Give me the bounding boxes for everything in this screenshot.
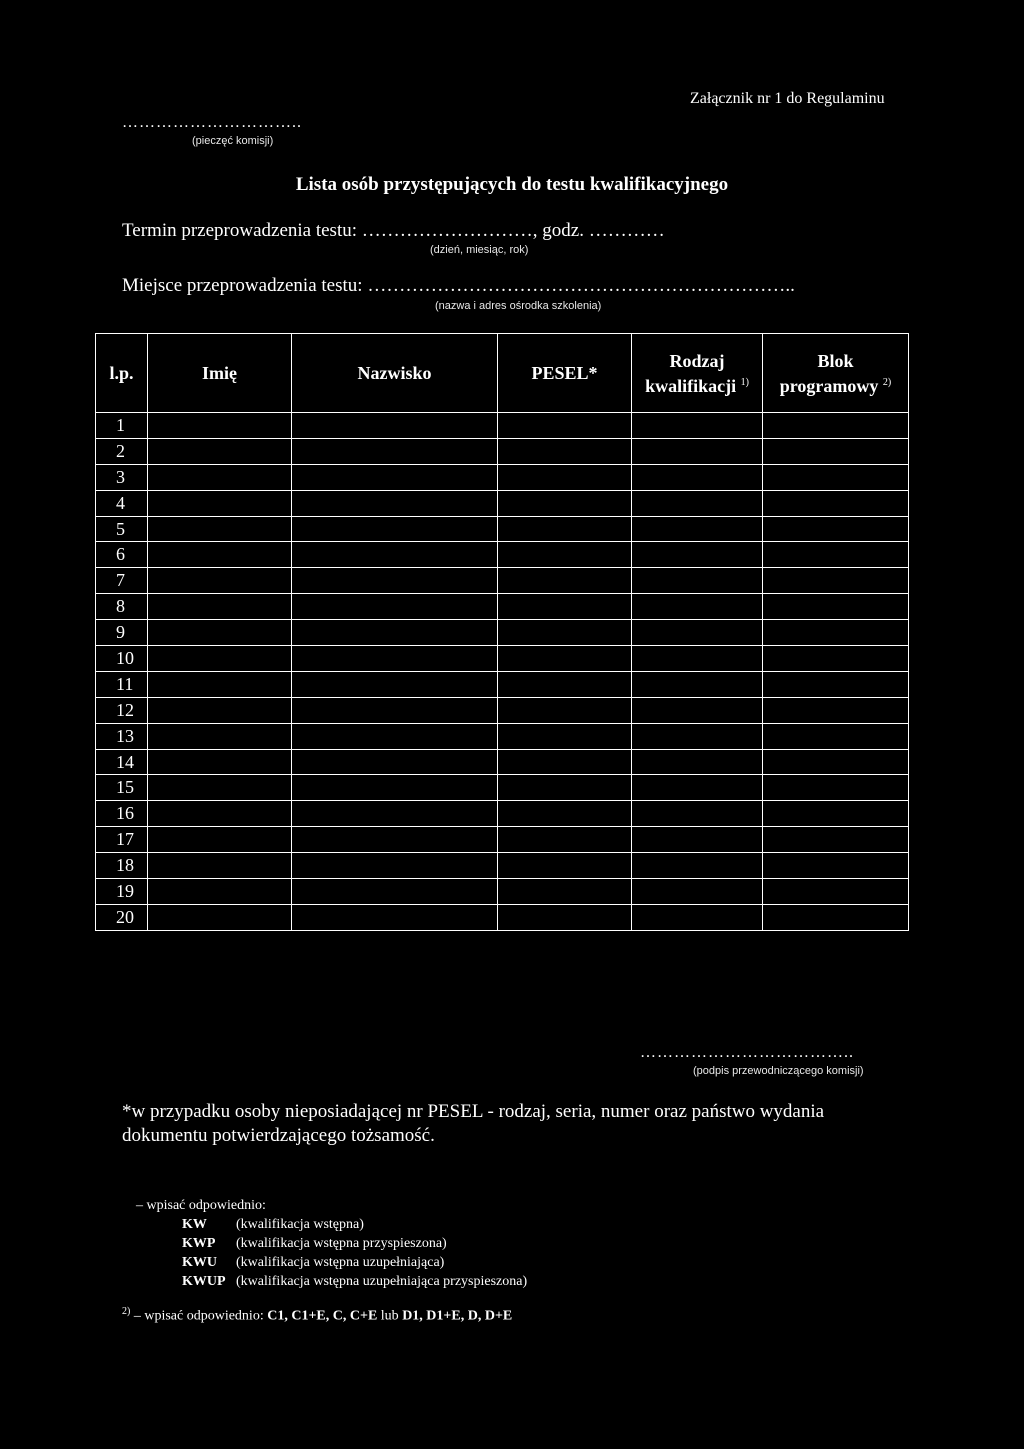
term-date-field[interactable]: ……………………… bbox=[361, 220, 533, 241]
signature-caption: (podpis przewodniczącego komisji) bbox=[693, 1065, 864, 1077]
pesel-cell[interactable] bbox=[498, 775, 632, 801]
qualification-cell[interactable] bbox=[632, 671, 763, 697]
last-name-cell[interactable] bbox=[292, 568, 498, 594]
first-name-cell[interactable] bbox=[148, 775, 292, 801]
row-lp: 1 bbox=[96, 413, 148, 439]
pesel-cell[interactable] bbox=[498, 413, 632, 439]
pesel-cell[interactable] bbox=[498, 542, 632, 568]
table-row bbox=[96, 749, 909, 775]
place-line bbox=[122, 275, 795, 297]
qualification-code: KWP bbox=[182, 1236, 216, 1251]
last-name-cell[interactable] bbox=[292, 594, 498, 620]
first-name-cell[interactable] bbox=[148, 853, 292, 879]
table-row bbox=[96, 568, 909, 594]
row-lp: 9 bbox=[96, 620, 148, 646]
qualification-cell[interactable] bbox=[632, 568, 763, 594]
table-header-row bbox=[96, 334, 909, 413]
header-last-name: Nazwisko bbox=[292, 334, 498, 413]
row-lp: 18 bbox=[96, 853, 148, 879]
annex-label: Załącznik nr 1 do Regulaminu bbox=[690, 90, 885, 107]
qualification-cell[interactable] bbox=[632, 542, 763, 568]
qualification-cell[interactable] bbox=[632, 775, 763, 801]
first-name-cell[interactable] bbox=[148, 801, 292, 827]
stamp-placeholder: ………………………….. bbox=[122, 114, 302, 131]
qualification-desc: (kwalifikacja wstępna uzupełniająca przyspieszona) bbox=[236, 1274, 528, 1289]
participants-table bbox=[95, 333, 909, 931]
place-field[interactable]: ………………………………………………………….. bbox=[367, 275, 795, 296]
first-name-cell[interactable] bbox=[148, 697, 292, 723]
block-cell[interactable] bbox=[763, 413, 909, 439]
qualification-cell[interactable] bbox=[632, 413, 763, 439]
pesel-cell[interactable] bbox=[498, 594, 632, 620]
pesel-cell[interactable] bbox=[498, 749, 632, 775]
place-caption: (nazwa i adres ośrodka szkolenia) bbox=[435, 300, 602, 312]
table-row bbox=[96, 827, 909, 853]
qualification-cell[interactable] bbox=[632, 697, 763, 723]
header-block: Blok programowy $^{2)}$ bbox=[763, 334, 909, 413]
pesel-cell[interactable] bbox=[498, 801, 632, 827]
block-cell[interactable] bbox=[763, 723, 909, 749]
place-label: Miejsce przeprowadzenia testu: bbox=[122, 275, 368, 296]
first-name-cell[interactable] bbox=[148, 464, 292, 490]
first-name-cell[interactable] bbox=[148, 879, 292, 905]
row-lp: 17 bbox=[96, 827, 148, 853]
table-row bbox=[96, 723, 909, 749]
table-row bbox=[96, 620, 909, 646]
qualification-cell[interactable] bbox=[632, 516, 763, 542]
last-name-cell[interactable] bbox=[292, 723, 498, 749]
pesel-cell[interactable] bbox=[498, 568, 632, 594]
first-name-cell[interactable] bbox=[148, 671, 292, 697]
footnote-item bbox=[136, 1215, 527, 1234]
pesel-cell[interactable] bbox=[498, 438, 632, 464]
last-name-cell[interactable] bbox=[292, 464, 498, 490]
table-row bbox=[96, 464, 909, 490]
block-cell[interactable] bbox=[763, 853, 909, 879]
first-name-cell[interactable] bbox=[148, 620, 292, 646]
qualification-code: KWU bbox=[182, 1255, 217, 1270]
page-title: Lista osób przystępujących do testu kwalifikacyjnego bbox=[295, 174, 729, 195]
table-row bbox=[96, 438, 909, 464]
qualification-cell[interactable] bbox=[632, 438, 763, 464]
block-cell[interactable] bbox=[763, 646, 909, 672]
table-row bbox=[96, 853, 909, 879]
row-lp: 7 bbox=[96, 568, 148, 594]
block-cell[interactable] bbox=[763, 490, 909, 516]
pesel-cell[interactable] bbox=[498, 646, 632, 672]
table-row bbox=[96, 697, 909, 723]
table-row bbox=[96, 594, 909, 620]
first-name-cell[interactable] bbox=[148, 749, 292, 775]
header-pesel: PESEL* bbox=[498, 334, 632, 413]
block-cell[interactable] bbox=[763, 879, 909, 905]
qualification-cell[interactable] bbox=[632, 827, 763, 853]
first-name-cell[interactable] bbox=[148, 542, 292, 568]
last-name-cell[interactable] bbox=[292, 516, 498, 542]
last-name-cell[interactable] bbox=[292, 749, 498, 775]
row-lp: 14 bbox=[96, 749, 148, 775]
qualification-desc: (kwalifikacja wstępna) bbox=[236, 1217, 364, 1232]
table-row bbox=[96, 413, 909, 439]
pesel-cell[interactable] bbox=[498, 697, 632, 723]
block-cell[interactable] bbox=[763, 904, 909, 930]
last-name-cell[interactable] bbox=[292, 853, 498, 879]
last-name-cell[interactable] bbox=[292, 542, 498, 568]
first-name-cell[interactable] bbox=[148, 568, 292, 594]
footnote-marker: 2) bbox=[122, 1306, 131, 1317]
footnote-block: $^{2)}$ – wpisać odpowiednio: C1, C1+E, C, C+E lub D1, D1+E, D, D+E bbox=[122, 1306, 513, 1324]
last-name-cell[interactable] bbox=[292, 671, 498, 697]
block-cell[interactable] bbox=[763, 749, 909, 775]
pesel-note: *w przypadku osoby nieposiadającej nr PESEL - rodzaj, seria, numer oraz państwo wydania dokumentu potwierdzającego tożsamość. bbox=[122, 1101, 825, 1146]
pesel-cell[interactable] bbox=[498, 671, 632, 697]
row-lp: 16 bbox=[96, 801, 148, 827]
qualification-cell[interactable] bbox=[632, 464, 763, 490]
block-cell[interactable] bbox=[763, 697, 909, 723]
last-name-cell[interactable] bbox=[292, 904, 498, 930]
term-separator: , godz. bbox=[532, 220, 589, 241]
qualification-code: KW bbox=[182, 1217, 207, 1232]
row-lp: 3 bbox=[96, 464, 148, 490]
qualification-cell[interactable] bbox=[632, 594, 763, 620]
block-cell[interactable] bbox=[763, 542, 909, 568]
qualification-desc: (kwalifikacja wstępna przyspieszona) bbox=[236, 1236, 447, 1251]
row-lp: 20 bbox=[96, 904, 148, 930]
block-cell[interactable] bbox=[763, 438, 909, 464]
row-lp: 19 bbox=[96, 879, 148, 905]
term-label: Termin przeprowadzenia testu: bbox=[122, 220, 362, 241]
first-name-cell[interactable] bbox=[148, 723, 292, 749]
row-lp: 10 bbox=[96, 646, 148, 672]
qualification-cell[interactable] bbox=[632, 904, 763, 930]
row-lp: 13 bbox=[96, 723, 148, 749]
last-name-cell[interactable] bbox=[292, 775, 498, 801]
first-name-cell[interactable] bbox=[148, 438, 292, 464]
row-lp: 11 bbox=[96, 671, 148, 697]
footnote-item bbox=[136, 1272, 527, 1291]
last-name-cell[interactable] bbox=[292, 801, 498, 827]
term-line bbox=[122, 220, 665, 242]
last-name-cell[interactable] bbox=[292, 827, 498, 853]
last-name-cell[interactable] bbox=[292, 490, 498, 516]
pesel-cell[interactable] bbox=[498, 904, 632, 930]
pesel-cell[interactable] bbox=[498, 853, 632, 879]
last-name-cell[interactable] bbox=[292, 413, 498, 439]
row-lp: 5 bbox=[96, 516, 148, 542]
qualification-cell[interactable] bbox=[632, 749, 763, 775]
pesel-cell[interactable] bbox=[498, 879, 632, 905]
qualification-desc: (kwalifikacja wstępna uzupełniająca) bbox=[236, 1255, 445, 1270]
block-cell[interactable] bbox=[763, 671, 909, 697]
table-row bbox=[96, 904, 909, 930]
table-row bbox=[96, 879, 909, 905]
qualification-code: KWUP bbox=[182, 1274, 226, 1289]
table-row bbox=[96, 490, 909, 516]
block-cell[interactable] bbox=[763, 594, 909, 620]
table-row bbox=[96, 646, 909, 672]
row-lp: 2 bbox=[96, 438, 148, 464]
first-name-cell[interactable] bbox=[148, 490, 292, 516]
qualification-cell[interactable] bbox=[632, 879, 763, 905]
block-cell[interactable] bbox=[763, 568, 909, 594]
row-lp: 8 bbox=[96, 594, 148, 620]
term-hour-field[interactable]: ………… bbox=[588, 220, 665, 241]
header-lp: l.p. bbox=[96, 334, 148, 413]
stamp-caption: (pieczęć komisji) bbox=[192, 135, 274, 147]
qualification-cell[interactable] bbox=[632, 646, 763, 672]
pesel-cell[interactable] bbox=[498, 490, 632, 516]
qualification-cell[interactable] bbox=[632, 490, 763, 516]
signature-placeholder: ……………………………….. bbox=[640, 1044, 854, 1061]
qualification-cell[interactable] bbox=[632, 620, 763, 646]
first-name-cell[interactable] bbox=[148, 904, 292, 930]
qualification-cell[interactable] bbox=[632, 801, 763, 827]
footnote-item bbox=[136, 1234, 527, 1253]
block-cell[interactable] bbox=[763, 801, 909, 827]
table-row bbox=[96, 801, 909, 827]
term-caption: (dzień, miesiąc, rok) bbox=[430, 244, 529, 256]
block-cell[interactable] bbox=[763, 775, 909, 801]
table-row bbox=[96, 516, 909, 542]
table-row bbox=[96, 671, 909, 697]
footnote-intro: – wpisać odpowiednio: bbox=[136, 1198, 266, 1213]
pesel-cell[interactable] bbox=[498, 464, 632, 490]
footnote-item bbox=[136, 1253, 527, 1272]
footnote-qualification bbox=[136, 1196, 527, 1291]
table-row bbox=[96, 542, 909, 568]
header-first-name: Imię bbox=[148, 334, 292, 413]
row-lp: 12 bbox=[96, 697, 148, 723]
block-cell[interactable] bbox=[763, 516, 909, 542]
row-lp: 6 bbox=[96, 542, 148, 568]
table-row bbox=[96, 775, 909, 801]
header-qualification: Rodzaj kwalifikacji $^{1)}$ bbox=[632, 334, 763, 413]
last-name-cell[interactable] bbox=[292, 879, 498, 905]
block-cell[interactable] bbox=[763, 827, 909, 853]
last-name-cell[interactable] bbox=[292, 697, 498, 723]
first-name-cell[interactable] bbox=[148, 516, 292, 542]
qualification-cell[interactable] bbox=[632, 723, 763, 749]
pesel-cell[interactable] bbox=[498, 620, 632, 646]
pesel-cell[interactable] bbox=[498, 827, 632, 853]
first-name-cell[interactable] bbox=[148, 594, 292, 620]
last-name-cell[interactable] bbox=[292, 646, 498, 672]
last-name-cell[interactable] bbox=[292, 438, 498, 464]
qualification-cell[interactable] bbox=[632, 853, 763, 879]
first-name-cell[interactable] bbox=[148, 646, 292, 672]
block-cell[interactable] bbox=[763, 620, 909, 646]
last-name-cell[interactable] bbox=[292, 620, 498, 646]
row-lp: 4 bbox=[96, 490, 148, 516]
pesel-cell[interactable] bbox=[498, 516, 632, 542]
block-cell[interactable] bbox=[763, 464, 909, 490]
first-name-cell[interactable] bbox=[148, 413, 292, 439]
pesel-cell[interactable] bbox=[498, 723, 632, 749]
first-name-cell[interactable] bbox=[148, 827, 292, 853]
row-lp: 15 bbox=[96, 775, 148, 801]
